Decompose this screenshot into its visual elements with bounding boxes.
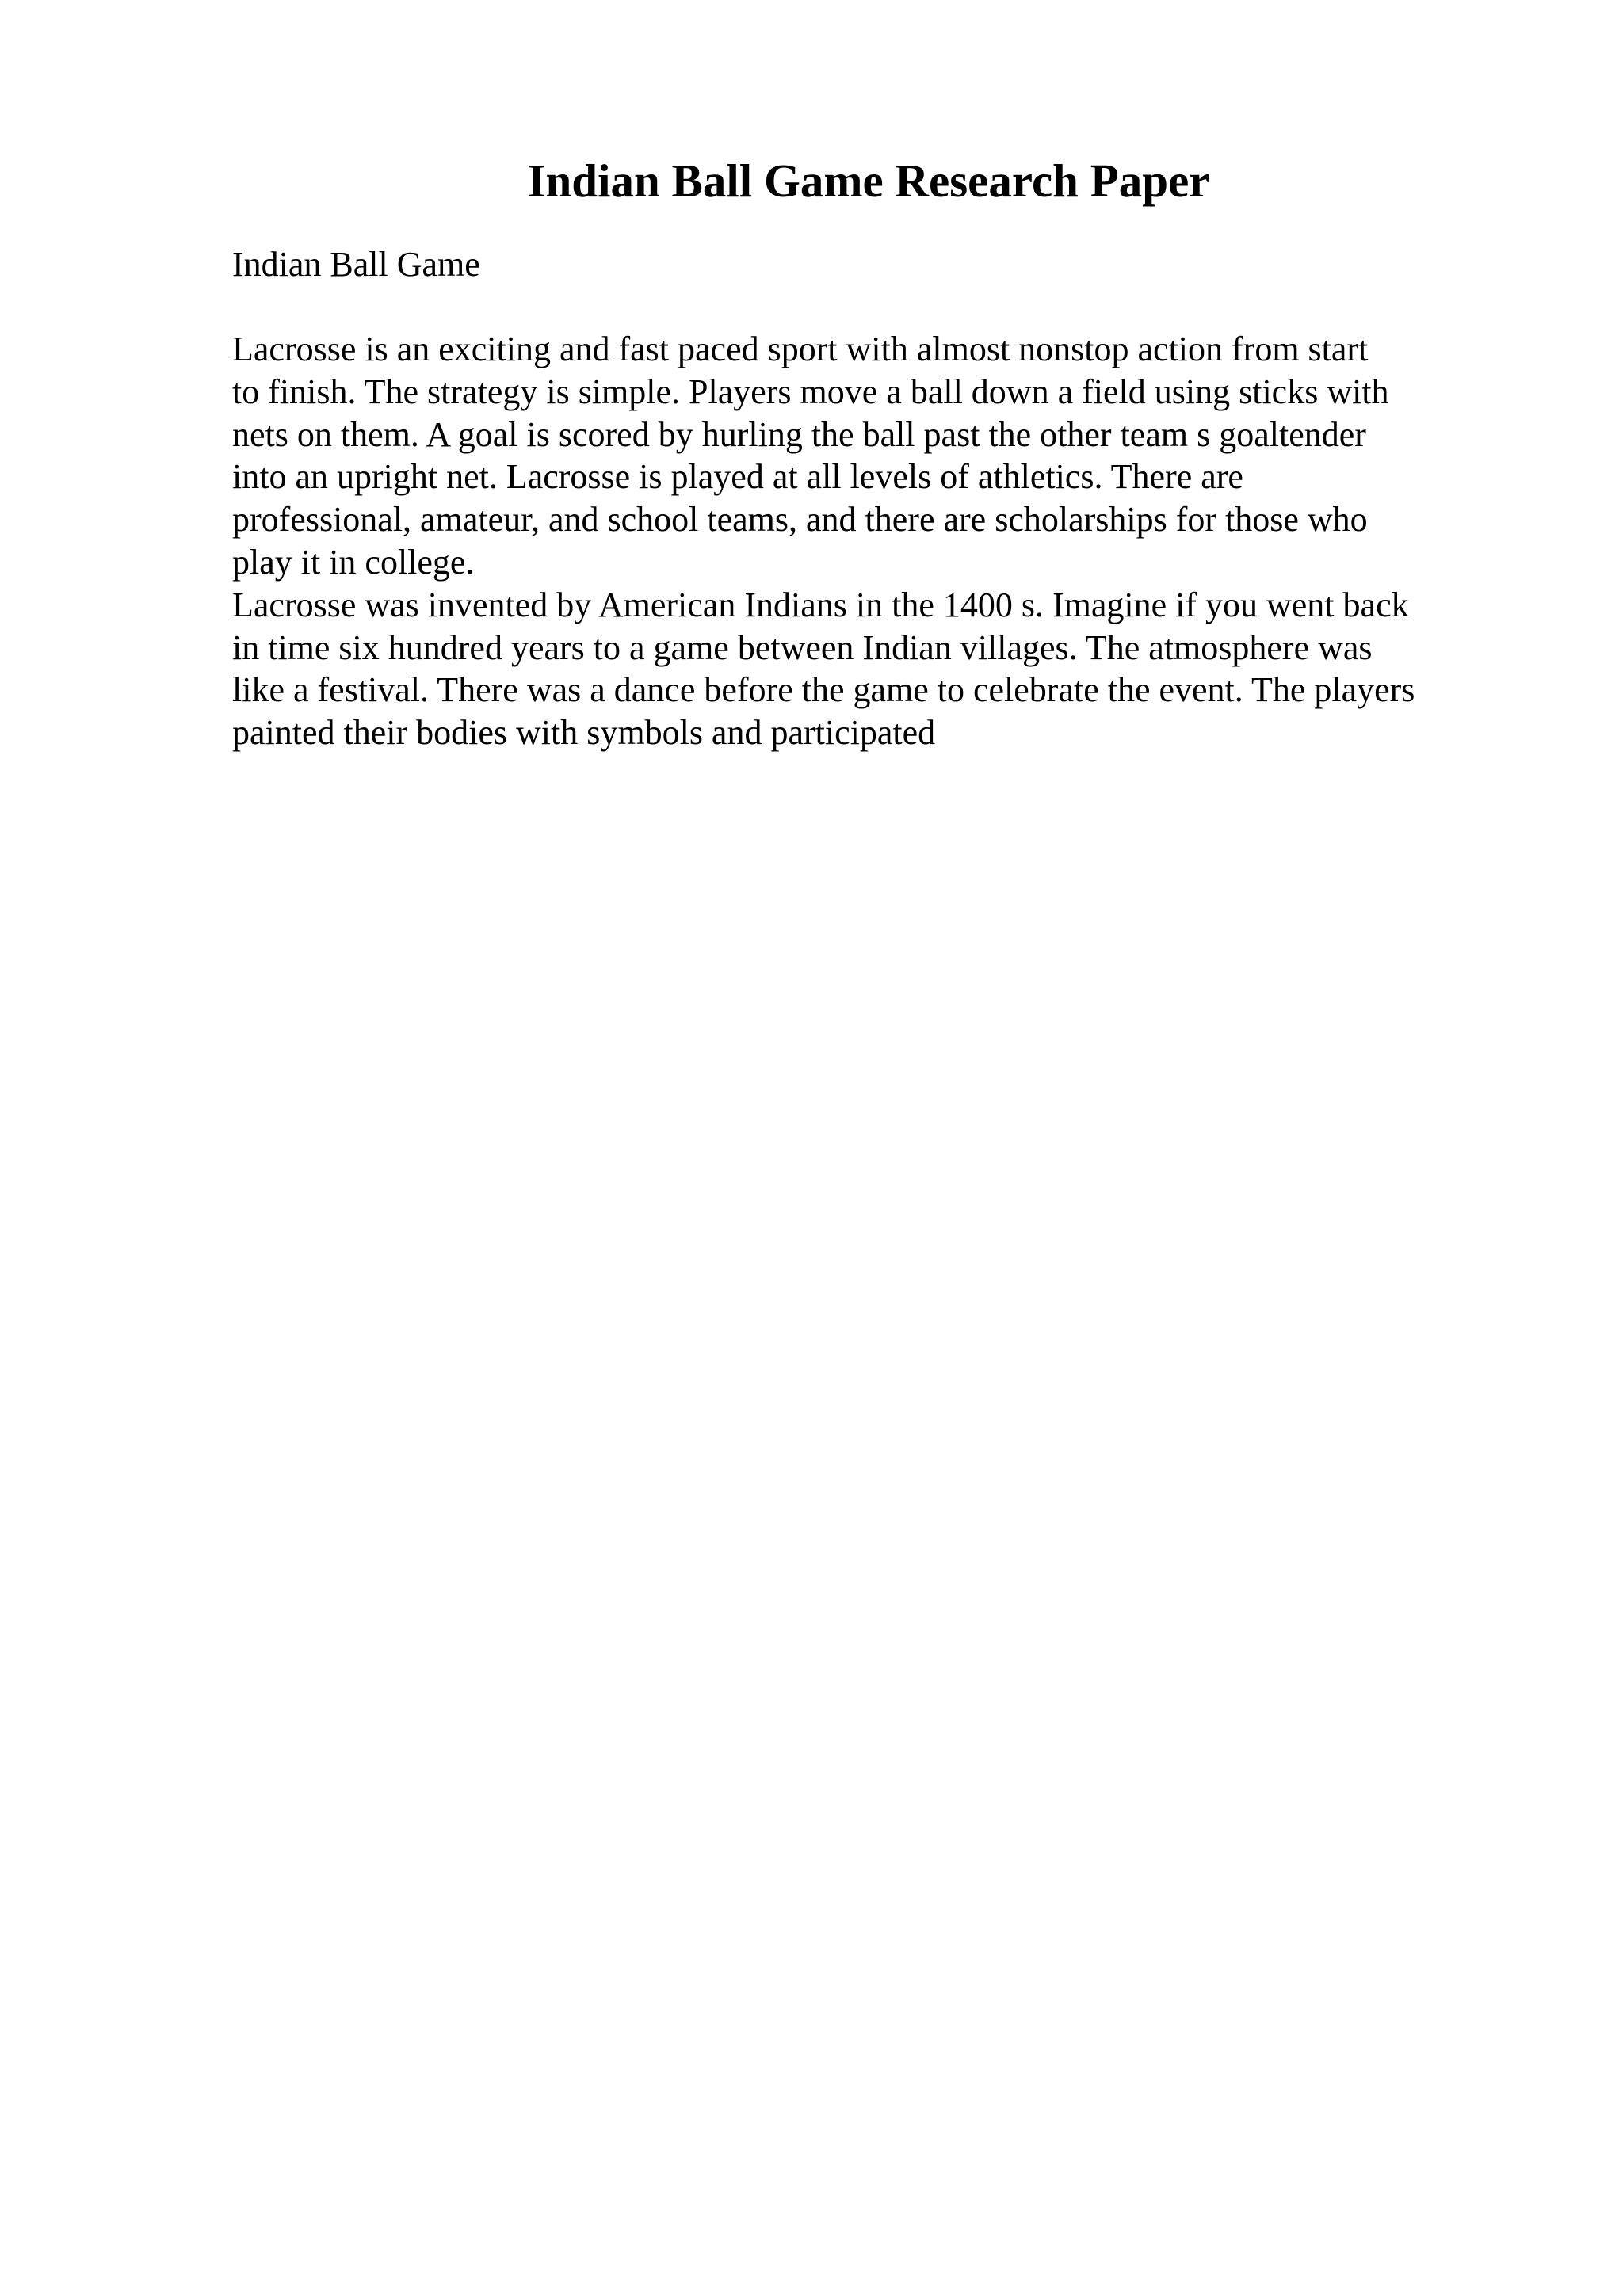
text-line: professional, amateur, and school teams, and there are scholarships for those who [232, 500, 1368, 540]
text-line: Lacrosse was invented by American Indians in the 1400 s. Imagine if you went back [232, 585, 1409, 624]
document-subtitle: Indian Ball Game [232, 245, 480, 284]
text-line: play it in college. [232, 542, 475, 582]
text-line: to finish. The strategy is simple. Players move a ball down a field using sticks with [232, 372, 1389, 411]
body-text [232, 328, 1415, 754]
text-line: painted their bodies with symbols and participated [232, 713, 936, 753]
text-line: in time six hundred years to a game between Indian villages. The atmosphere was [232, 627, 1373, 667]
text-line: nets on them. A goal is scored by hurling the ball past the other team s goaltender [232, 414, 1366, 454]
text-line: Lacrosse is an exciting and fast paced sport with almost nonstop action from start [232, 330, 1369, 368]
text-line: into an upright net. Lacrosse is played at all levels of athletics. There are [232, 457, 1243, 497]
text-line: like a festival. There was a dance before the game to celebrate the event. The players [232, 670, 1415, 710]
page-title: Indian Ball Game Research Paper [527, 154, 1210, 207]
